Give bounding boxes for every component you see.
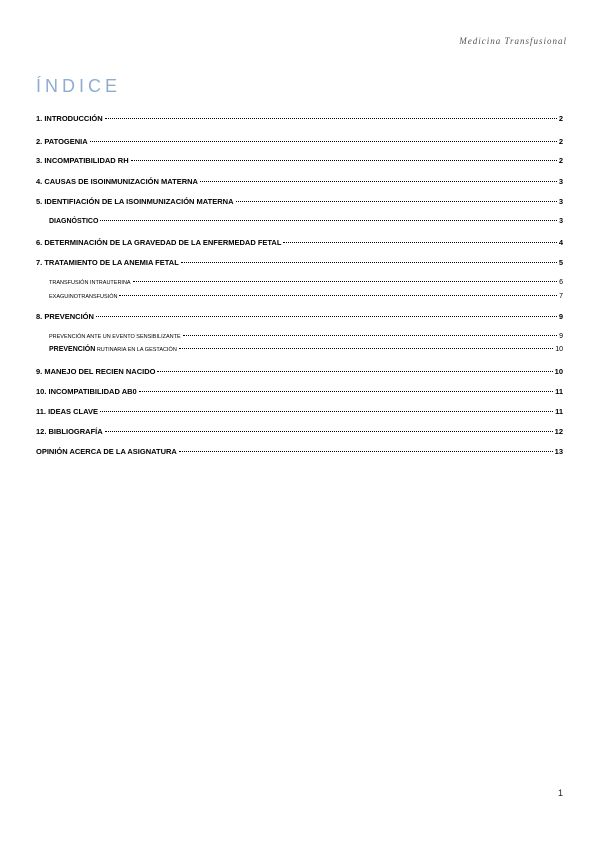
toc-entry-label: 5. IDENTIFIACIÓN DE LA ISOINMUNIZACIÓN MATERNA [36, 197, 234, 206]
toc-entry-prevencion-rutinaria[interactable] [49, 346, 563, 353]
toc-entry-label-first: PREVENCIÓN [49, 346, 96, 353]
dot-leader [96, 316, 557, 317]
toc-entry-page: 10 [555, 346, 563, 353]
toc-entry-page: 12 [554, 427, 563, 436]
dot-leader [283, 242, 556, 243]
toc-entry-page: 2 [558, 114, 563, 123]
toc-entry-bibliografia[interactable] [36, 427, 563, 436]
toc-entry-gravedad[interactable] [36, 238, 563, 247]
dot-leader [100, 220, 557, 221]
page-number: 1 [558, 788, 564, 798]
dot-leader [179, 348, 553, 349]
toc-entry-diagnostico[interactable] [49, 218, 563, 225]
toc-entry-label: 6. DETERMINACIÓN DE LA GRAVEDAD DE LA ENFERMEDAD FETAL [36, 238, 282, 247]
toc-entry-label: 10. INCOMPATIBILIDAD AB0 [36, 387, 137, 396]
toc-entry-label: 8. PREVENCIÓN [36, 312, 94, 321]
toc-entry-page: 10 [554, 367, 563, 376]
toc-entry-label: 2. PATOGENIA [36, 137, 88, 146]
toc-entry-label: EXAGUINOTRANSFUSIÓN [49, 294, 118, 300]
running-header: Medicina Transfusional [459, 36, 567, 46]
toc-entry-page: 2 [558, 137, 563, 146]
toc-entry-prevencion[interactable] [36, 312, 563, 321]
toc-entry-incompatibilidad-rh[interactable] [36, 156, 563, 165]
dot-leader [105, 118, 557, 119]
toc-entry-label: TRANSFUSIÓN INTRAUTERINA [49, 280, 131, 286]
toc-entry-page: 6 [559, 279, 563, 286]
toc-entry-page: 2 [558, 156, 563, 165]
toc-entry-page: 13 [554, 447, 563, 456]
toc-entry-page: 9 [558, 312, 563, 321]
dot-leader [131, 160, 557, 161]
dot-leader [90, 141, 557, 142]
toc-entry-page: 5 [558, 258, 563, 267]
toc-entry-patogenia[interactable] [36, 137, 563, 146]
toc-entry-label: 12. BIBLIOGRAFÍA [36, 427, 103, 436]
dot-leader [119, 295, 557, 296]
toc-entry-opinion[interactable] [36, 447, 563, 456]
toc-entry-label: 1. INTRODUCCIÓN [36, 114, 103, 123]
toc-entry-label: DIAGNÓSTICO [49, 218, 99, 225]
toc-entry-label: 9. MANEJO DEL RECIEN NACIDO [36, 367, 156, 376]
toc-entry-causas[interactable] [36, 177, 563, 186]
toc-entry-page: 3 [558, 197, 563, 206]
toc-entry-label-rest: RUTINARIA EN LA GESTACIÓN [95, 347, 177, 353]
toc-entry-page: 9 [559, 333, 563, 340]
toc-entry-identificacion[interactable] [36, 197, 563, 206]
toc-entry-page: 7 [559, 293, 563, 300]
toc-entry-exanguinotransfusion[interactable] [49, 293, 563, 300]
toc-entry-transfusion-intrauterina[interactable] [49, 279, 563, 286]
toc-entry-label: 3. INCOMPATIBILIDAD RH [36, 156, 129, 165]
toc-entry-page: 11 [555, 387, 563, 396]
dot-leader [139, 391, 553, 392]
dot-leader [236, 201, 557, 202]
toc-entry-tratamiento[interactable] [36, 258, 563, 267]
dot-leader [157, 371, 552, 372]
dot-leader [179, 451, 553, 452]
dot-leader [181, 262, 557, 263]
toc-entry-label: 7. TRATAMIENTO DE LA ANEMIA FETAL [36, 258, 179, 267]
toc-entry-label: 4. CAUSAS DE ISOINMUNIZACIÓN MATERNA [36, 177, 198, 186]
dot-leader [133, 281, 558, 282]
toc-heading: ÍNDICE [36, 76, 122, 96]
toc-entry-label: PREVENCIÓN ANTE UN EVENTO SENSIBILIZANTE [49, 334, 181, 340]
toc-entry-page: 4 [558, 238, 563, 247]
dot-leader [200, 181, 557, 182]
toc-entry-label: 11. IDEAS CLAVE [36, 407, 98, 416]
toc-entry-label: OPINIÓN ACERCA DE LA ASIGNATURA [36, 447, 177, 456]
toc-entry-introduccion[interactable] [36, 114, 563, 123]
toc-entry-label [49, 346, 177, 353]
toc-entry-manejo[interactable] [36, 367, 563, 376]
dot-leader [183, 335, 557, 336]
toc-entry-ideas-clave[interactable] [36, 407, 563, 416]
toc-entry-page: 3 [559, 218, 563, 225]
toc-entry-incompatibilidad-ab0[interactable] [36, 387, 563, 396]
toc-entry-prevencion-evento[interactable] [49, 333, 563, 340]
toc-entry-page: 3 [558, 177, 563, 186]
dot-leader [100, 411, 553, 412]
toc-entry-page: 11 [555, 407, 563, 416]
dot-leader [105, 431, 553, 432]
